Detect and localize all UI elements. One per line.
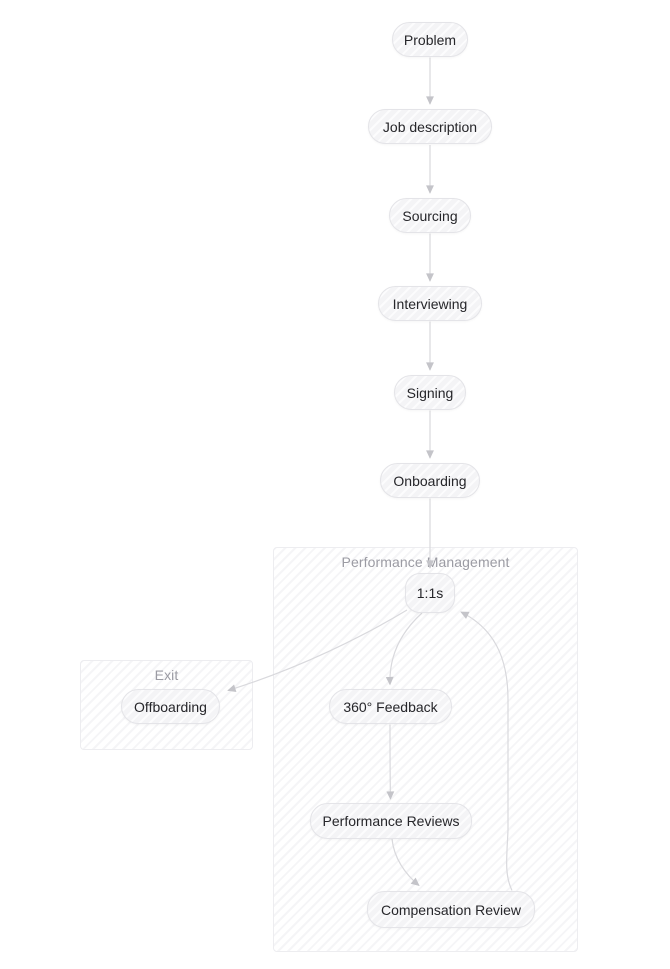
node-sourcing[interactable] [389, 198, 471, 233]
node-performance-reviews-label: Performance Reviews [322, 813, 460, 829]
node-offboarding-label: Offboarding [134, 698, 207, 715]
group-performance-management-title: Performance Management [341, 554, 510, 570]
node-1-1s[interactable] [405, 573, 455, 613]
node-onboarding[interactable] [380, 463, 480, 498]
node-problem[interactable] [392, 22, 468, 57]
node-1-1s-label: 1:1s [416, 585, 444, 601]
node-performance-reviews[interactable] [310, 803, 472, 839]
node-offboarding[interactable] [121, 689, 220, 724]
node-interviewing[interactable] [378, 286, 482, 321]
node-problem-label: Problem [403, 31, 457, 48]
node-job-description[interactable] [368, 109, 492, 144]
node-job-description-label: Job description [382, 118, 478, 135]
node-sourcing-label: Sourcing [402, 207, 458, 224]
node-360-feedback[interactable] [329, 689, 452, 724]
node-signing-label: Signing [406, 384, 454, 401]
node-360-feedback-label: 360° Feedback [343, 698, 438, 715]
node-compensation-review-label: Compensation Review [380, 901, 522, 918]
group-exit-title: Exit [154, 667, 179, 683]
node-signing[interactable] [394, 375, 466, 410]
node-onboarding-label: Onboarding [393, 472, 467, 489]
node-compensation-review[interactable] [367, 891, 535, 928]
node-interviewing-label: Interviewing [392, 295, 468, 312]
